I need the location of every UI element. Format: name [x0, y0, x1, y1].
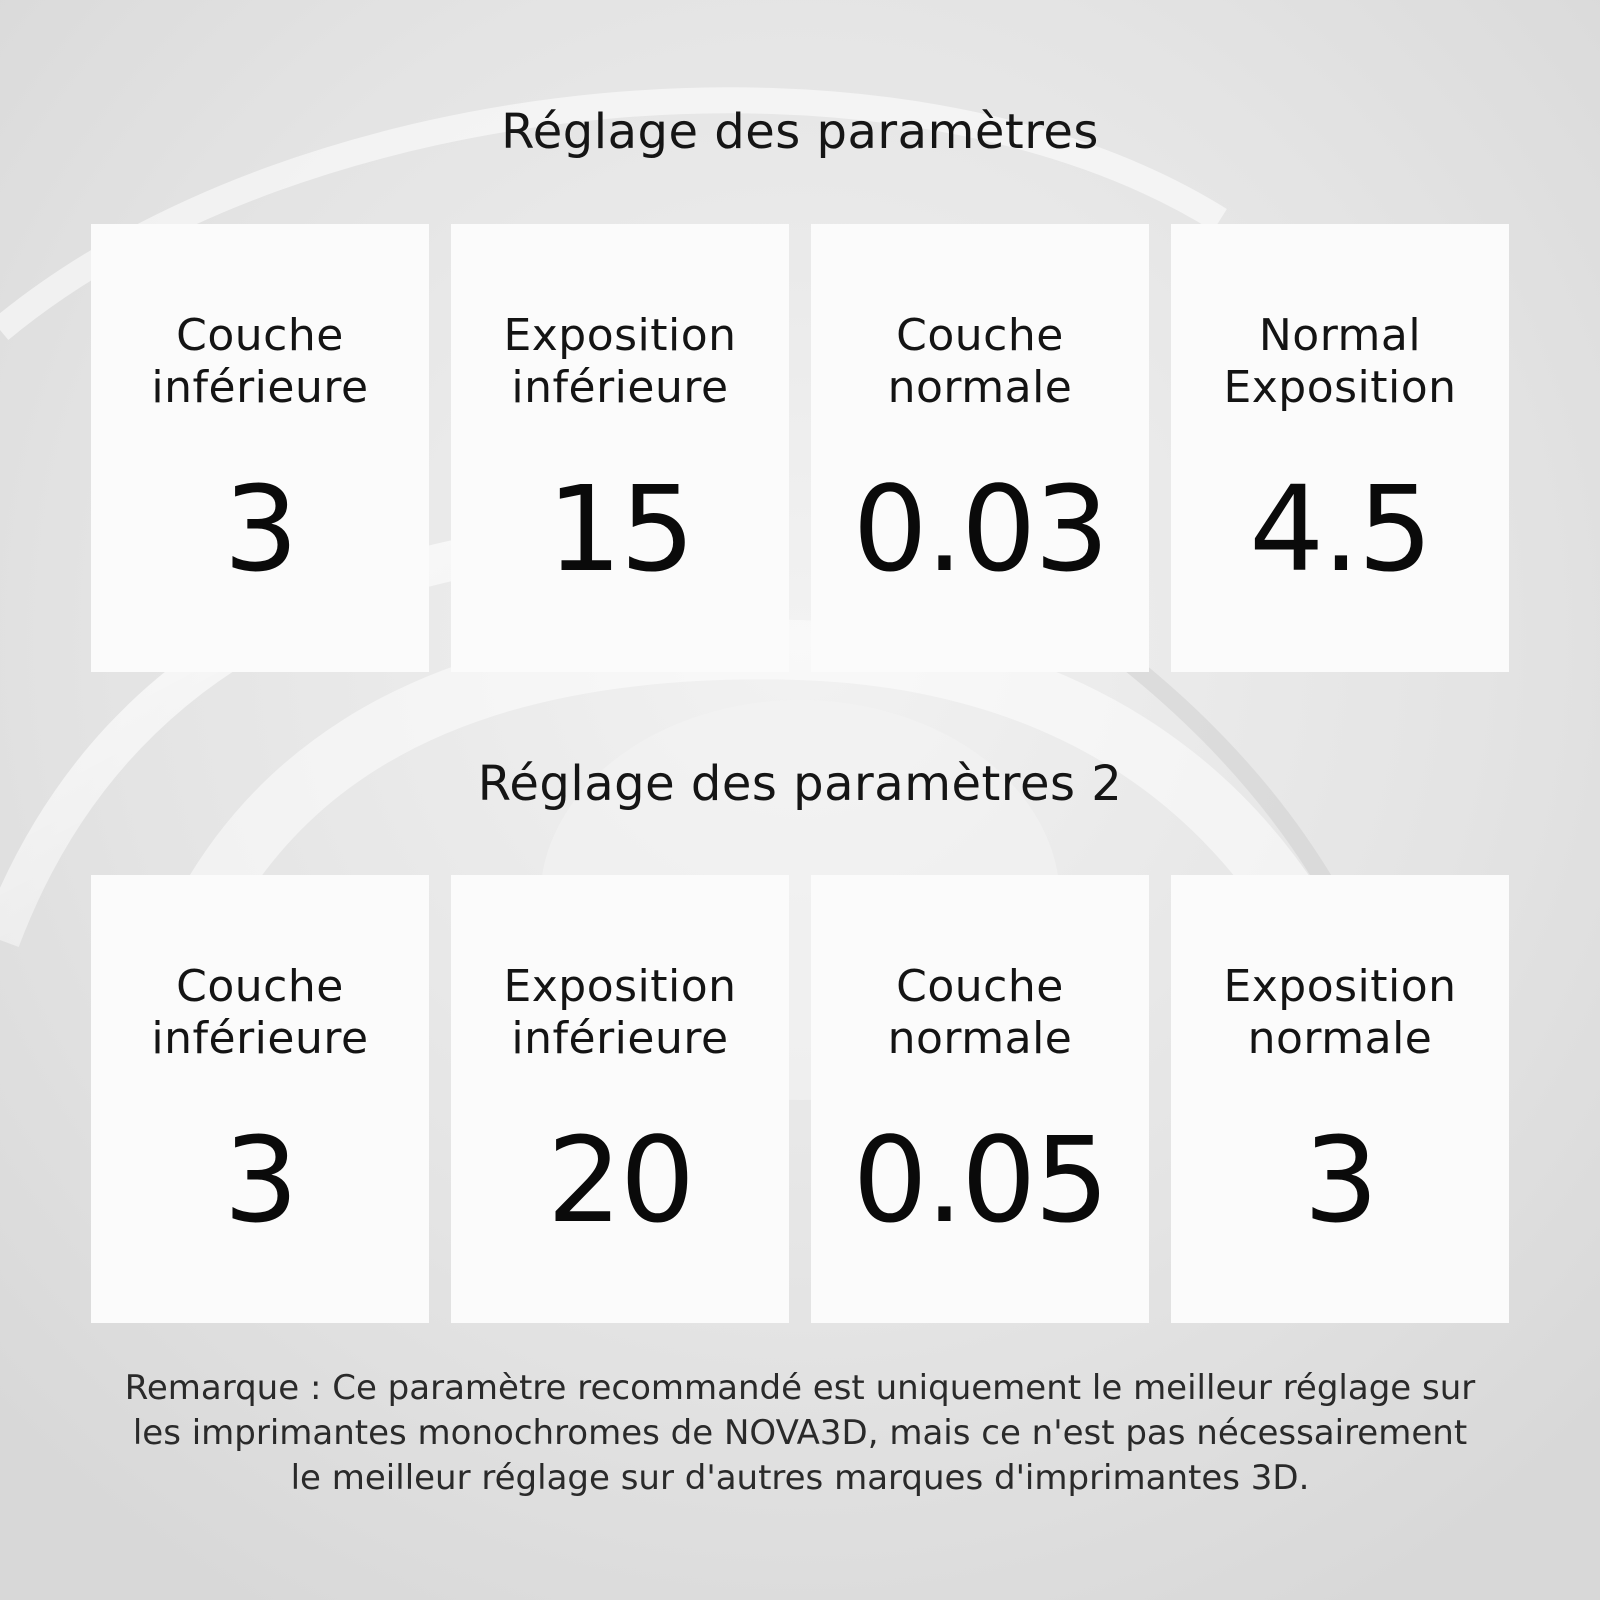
param-label: Exposition inférieure [503, 310, 737, 413]
param-card-normal-exposure [1171, 875, 1509, 1323]
section-1-title: Réglage des paramètres [501, 104, 1099, 160]
param-value: 3 [1303, 1111, 1377, 1249]
param-label: Couche inférieure [151, 961, 369, 1064]
parameter-card-row-2 [91, 875, 1509, 1323]
param-value: 4.5 [1249, 460, 1431, 598]
param-card-bottom-exposure [451, 224, 789, 672]
param-card-normal-layer [811, 875, 1149, 1323]
parameter-card-row-1 [91, 224, 1509, 672]
param-label: Couche normale [887, 961, 1073, 1064]
param-value: 3 [223, 460, 297, 598]
param-value: 20 [546, 1111, 694, 1249]
param-label: Exposition normale [1223, 961, 1457, 1064]
section-2-title: Réglage des paramètres 2 [477, 756, 1123, 812]
param-value: 0.03 [852, 460, 1108, 598]
param-card-normal-layer [811, 224, 1149, 672]
param-value: 3 [223, 1111, 297, 1249]
param-label: Normal Exposition [1223, 310, 1457, 413]
param-card-bottom-exposure [451, 875, 789, 1323]
param-card-bottom-layer [91, 875, 429, 1323]
param-label: Couche normale [887, 310, 1073, 413]
remark-note: Remarque : Ce paramètre recommandé est uniquement le meilleur réglage sur les imprimantes monochromes de NOVA3D, mais ce n'est pas nécessairement le meilleur réglage sur d'autres marques d'imprimantes 3D. [124, 1368, 1476, 1498]
param-card-normal-exposure [1171, 224, 1509, 672]
param-label: Exposition inférieure [503, 961, 737, 1064]
param-card-bottom-layer [91, 224, 429, 672]
param-value: 0.05 [852, 1111, 1108, 1249]
param-label: Couche inférieure [151, 310, 369, 413]
param-value: 15 [546, 460, 694, 598]
